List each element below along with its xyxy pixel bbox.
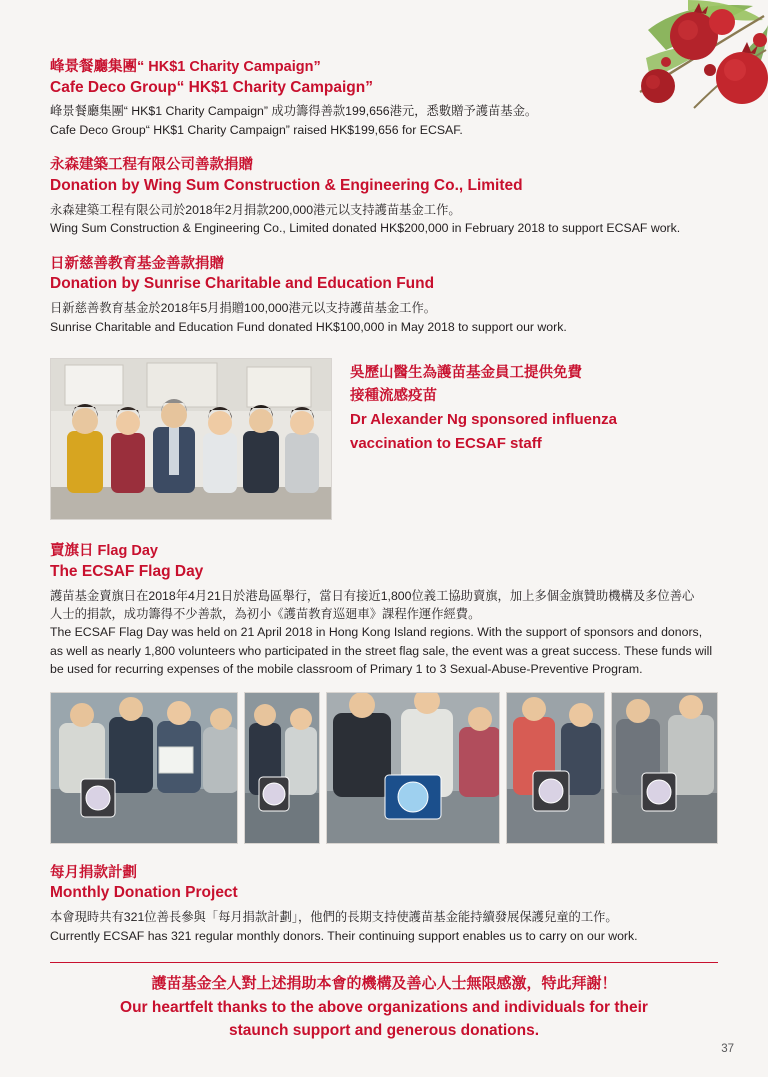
- flag-day-body-en: The ECSAF Flag Day was held on 21 April 2018 in Hong Kong Island regions. With the support of sponsors and donors, as well as nearly 1,800 volunteers who participated in the street flag sale, the event was a great success. These funds will be used for recurring expenses of the mobile classroom of Primary 1 to 3 Sexual-Abuse-Preventive Program.: [50, 625, 713, 677]
- section-flag-day: [50, 542, 718, 844]
- section-heading-zh: 峰景餐廳集團“ HK$1 Charity Campaign”: [50, 59, 321, 75]
- flag-day-body-zh-1: 護苗基金賣旗日在2018年4月21日於港島區舉行，當日有接近1,800位義工協助賣旗，加上多個金旗贊助機構及多位善心: [50, 588, 695, 603]
- section-body-zh: 峰景餐廳集團“ HK$1 Charity Campaign” 成功籌得善款199,656港元，悉數贈予護苗基金。: [50, 104, 538, 119]
- dr-ng-caption-zh-2: 接種流感疫苗: [350, 388, 437, 405]
- flag-day-photo: [244, 692, 320, 844]
- dr-ng-caption: [350, 358, 617, 456]
- section-body: [50, 299, 718, 336]
- section-cafe-deco: [50, 58, 718, 139]
- section-body-en: Sunrise Charitable and Education Fund donated HK$100,000 in May 2018 to support our work.: [50, 319, 567, 334]
- section-heading-zh: 日新慈善教育基金善款捐贈: [50, 255, 224, 272]
- page-number: 37: [721, 1043, 734, 1055]
- thanks-en-1: Our heartfelt thanks to the above organizations and individuals for their: [120, 998, 648, 1016]
- dr-ng-caption-en-1: Dr Alexander Ng sponsored influenza: [350, 411, 617, 429]
- dr-ng-caption-zh-1: 吳歷山醫生為護苗基金員工提供免費: [350, 365, 582, 382]
- dr-ng-group-photo: [50, 358, 332, 520]
- section-heading-zh: 永森建築工程有限公司善款捐贈: [50, 157, 253, 174]
- section-body-zh: 日新慈善教育基金於2018年5月捐贈100,000港元以支持護苗基金工作。: [50, 301, 437, 316]
- dr-ng-caption-en-2: vaccination to ECSAF staff: [350, 435, 542, 453]
- section-heading-en: Donation by Sunrise Charitable and Education Fund: [50, 275, 435, 293]
- flag-day-photo: [611, 692, 718, 844]
- thanks-block: [50, 973, 718, 1042]
- document-content: [50, 58, 718, 1042]
- section-body: [50, 201, 718, 238]
- section-body: [50, 102, 718, 139]
- monthly-body: [50, 908, 718, 945]
- section-body-en: Cafe Deco Group“ HK$1 Charity Campaign” raised HK$199,656 for ECSAF.: [50, 122, 463, 137]
- section-sunrise-fund: [50, 255, 718, 336]
- flag-day-photo: [506, 692, 605, 844]
- section-heading-en: Donation by Wing Sum Construction & Engineering Co., Limited: [50, 176, 523, 194]
- section-body-zh: 永森建築工程有限公司於2018年2月捐款200,000港元以支持護苗基金工作。: [50, 202, 461, 217]
- flag-day-body: [50, 587, 718, 679]
- monthly-heading-zh: 每月捐款計劃: [50, 864, 137, 881]
- section-body-en: Wing Sum Construction & Engineering Co., Limited donated HK$200,000 in February 2018 to support ECSAF work.: [50, 221, 681, 236]
- thanks-en-2: staunch support and generous donations.: [228, 1021, 539, 1039]
- flag-day-heading-zh: 賣旗日 Flag Day: [50, 543, 158, 560]
- thanks-divider: [50, 962, 718, 963]
- section-heading-en: Cafe Deco Group“ HK$1 Charity Campaign”: [50, 78, 373, 96]
- section-monthly-donation: [50, 864, 718, 945]
- monthly-body-zh: 本會現時共有321位善長參與「每月捐款計劃」，他們的長期支持使護苗基金能持續發展保護兒童的工作。: [50, 910, 618, 925]
- monthly-body-en: Currently ECSAF has 321 regular monthly donors. Their continuing support enables us to carry on our work.: [50, 928, 638, 943]
- section-wing-sum: [50, 156, 718, 237]
- flag-day-photo: [326, 692, 501, 844]
- flag-day-body-zh-2: 人士的捐款，成功籌得不少善款，為初小《護苗教育巡廻車》課程作運作經費。: [50, 607, 481, 621]
- dr-ng-block: [50, 358, 718, 520]
- monthly-heading-en: Monthly Donation Project: [50, 884, 238, 902]
- flag-day-photo: [50, 692, 238, 844]
- flag-day-heading-en: The ECSAF Flag Day: [50, 562, 204, 580]
- thanks-zh: 護苗基金全人對上述捐助本會的機構及善心人士無限感激，特此拜謝！: [151, 975, 617, 993]
- flag-day-photo-strip: [50, 692, 718, 844]
